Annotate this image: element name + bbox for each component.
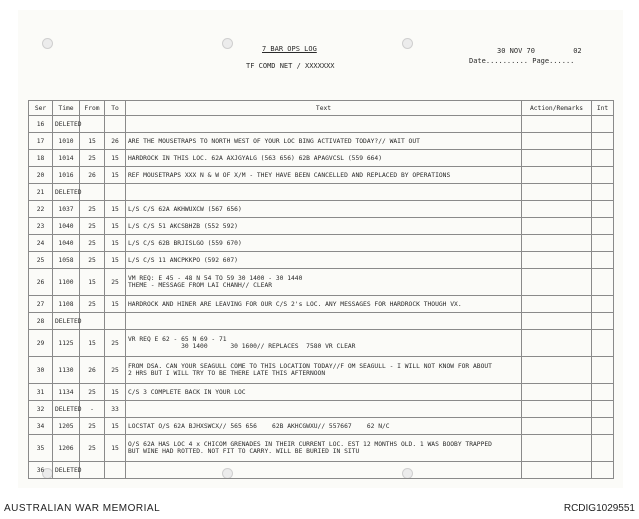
cell-int — [592, 150, 614, 167]
cell-int — [592, 252, 614, 269]
cell-from: 26 — [80, 167, 105, 184]
cell-time: 1100 — [53, 269, 80, 296]
table-row — [29, 313, 614, 330]
cell-int — [592, 384, 614, 401]
cell-int — [592, 218, 614, 235]
table-row — [29, 116, 614, 133]
table-row — [29, 167, 614, 184]
cell-text — [126, 401, 522, 418]
cell-text — [126, 150, 522, 167]
net-name: TF COMD NET / XXXXXXX — [246, 62, 335, 70]
cell-from — [80, 116, 105, 133]
text-line: L/S C/S 11 ANCPKKPO (592 607) — [128, 256, 238, 264]
cell-from — [80, 462, 105, 479]
page-value: 02 — [573, 47, 582, 55]
cell-time: 1134 — [53, 384, 80, 401]
table-row — [29, 462, 614, 479]
cell-to: 25 — [105, 269, 126, 296]
cell-action — [522, 462, 592, 479]
cell-text — [126, 357, 522, 384]
cell-ser: 32 — [29, 401, 53, 418]
cell-time: 1010 — [53, 133, 80, 150]
col-int-header: Int — [592, 101, 614, 116]
table-row — [29, 384, 614, 401]
cell-text — [126, 296, 522, 313]
cell-text — [126, 116, 522, 133]
cell-action — [522, 296, 592, 313]
cell-int — [592, 418, 614, 435]
cell-action — [522, 357, 592, 384]
table-row — [29, 201, 614, 218]
cell-from — [80, 184, 105, 201]
table-row — [29, 435, 614, 462]
cell-from: 25 — [80, 235, 105, 252]
cell-text — [126, 184, 522, 201]
date-label: Date.......... — [469, 57, 529, 65]
col-to-header: To — [105, 101, 126, 116]
cell-action — [522, 269, 592, 296]
cell-ser: 36 — [29, 462, 53, 479]
cell-text — [126, 218, 522, 235]
cell-from: 25 — [80, 150, 105, 167]
archive-reference: RCDIG1029551 — [563, 503, 635, 514]
punch-hole — [222, 38, 233, 49]
cell-int — [592, 201, 614, 218]
text-line: ARE THE MOUSETRAPS TO NORTH WEST OF YOUR LOC BING ACTIVATED TODAY?// WAIT OUT — [128, 137, 420, 145]
cell-time: DELETED — [53, 116, 80, 133]
archive-credit: AUSTRALIAN WAR MEMORIAL — [4, 503, 161, 514]
col-time-header: Time — [53, 101, 80, 116]
cell-int — [592, 269, 614, 296]
cell-action — [522, 435, 592, 462]
cell-to: 15 — [105, 218, 126, 235]
cell-to: 25 — [105, 330, 126, 357]
table-row — [29, 218, 614, 235]
cell-text — [126, 384, 522, 401]
cell-to: 15 — [105, 150, 126, 167]
cell-ser: 34 — [29, 418, 53, 435]
cell-from: 15 — [80, 133, 105, 150]
cell-text — [126, 313, 522, 330]
cell-from: 25 — [80, 435, 105, 462]
text-line: BUT WINE HAD ROTTED. NOT FIT TO CARRY. WILL BE BURIED IN SITU — [128, 448, 360, 455]
cell-int — [592, 133, 614, 150]
cell-ser: 31 — [29, 384, 53, 401]
cell-time: 1108 — [53, 296, 80, 313]
cell-int — [592, 330, 614, 357]
cell-int — [592, 296, 614, 313]
cell-time: 1037 — [53, 201, 80, 218]
cell-ser: 23 — [29, 218, 53, 235]
cell-ser: 16 — [29, 116, 53, 133]
text-line: L/S C/S 62A AKHWUXCW (567 656) — [128, 205, 242, 213]
text-line: VR REQ E 62 - 65 N 69 - 71 — [128, 336, 227, 343]
text-line: HARDROCK IN THIS LOC. 62A AXJGYALG (563 656) 62B APAGVCSL (559 664) — [128, 154, 383, 162]
cell-action — [522, 201, 592, 218]
cell-action — [522, 384, 592, 401]
cell-from: 25 — [80, 252, 105, 269]
text-line: 30 1400 30 1600// REPLACES 7580 VR CLEAR — [128, 343, 356, 350]
cell-from: 26 — [80, 357, 105, 384]
text-line: LOCSTAT O/S 62A BJHXSWCX// 565 656 62B AKHCGWXU// 557667 62 N/C — [128, 422, 390, 430]
cell-time: 1205 — [53, 418, 80, 435]
text-line: REF MOUSETRAPS XXX N & W OF X/M - THEY HAVE BEEN CANCELLED AND REPLACED BY OPERATIONS — [128, 171, 451, 179]
cell-time: 1125 — [53, 330, 80, 357]
cell-to: 15 — [105, 235, 126, 252]
cell-to: 15 — [105, 435, 126, 462]
cell-from: 25 — [80, 384, 105, 401]
cell-text — [126, 201, 522, 218]
cell-int — [592, 435, 614, 462]
cell-from: 15 — [80, 269, 105, 296]
cell-from: 25 — [80, 296, 105, 313]
cell-text — [126, 167, 522, 184]
text-line: L/S C/S 62B BRJISLGO (559 670) — [128, 239, 242, 247]
log-title: 7 BAR OPS LOG — [262, 45, 317, 53]
cell-text — [126, 235, 522, 252]
cell-ser: 21 — [29, 184, 53, 201]
table-row — [29, 133, 614, 150]
cell-to — [105, 462, 126, 479]
cell-to: 15 — [105, 201, 126, 218]
cell-action — [522, 167, 592, 184]
cell-int — [592, 167, 614, 184]
cell-action — [522, 218, 592, 235]
col-action-header: Action/Remarks — [522, 101, 592, 116]
cell-ser: 27 — [29, 296, 53, 313]
cell-action — [522, 116, 592, 133]
cell-time: DELETED — [53, 184, 80, 201]
cell-int — [592, 462, 614, 479]
cell-time: 1206 — [53, 435, 80, 462]
cell-to: 25 — [105, 357, 126, 384]
text-line: O/S 62A HAS LOC 4 x CHICOM GRENADES IN THEIR CURRENT LOC. EST 12 MONTHS OLD. 1 WAS BOOBY TRAPPED — [128, 441, 492, 448]
text-line: VM REQ: E 45 - 48 N 54 TO 59 30 1400 - 30 1440 — [128, 275, 303, 282]
cell-ser: 18 — [29, 150, 53, 167]
cell-to — [105, 184, 126, 201]
cell-from: 25 — [80, 418, 105, 435]
cell-text — [126, 418, 522, 435]
cell-to: 15 — [105, 252, 126, 269]
table-row — [29, 401, 614, 418]
punch-hole — [402, 38, 413, 49]
cell-action — [522, 401, 592, 418]
cell-action — [522, 313, 592, 330]
cell-time: 1014 — [53, 150, 80, 167]
date-value: 30 NOV 70 — [497, 47, 535, 55]
cell-from: 15 — [80, 330, 105, 357]
cell-ser: 30 — [29, 357, 53, 384]
cell-text — [126, 252, 522, 269]
table-row — [29, 235, 614, 252]
col-text-header: Text — [126, 101, 522, 116]
cell-time: 1040 — [53, 235, 80, 252]
cell-text — [126, 462, 522, 479]
cell-action — [522, 184, 592, 201]
date-page-block — [469, 46, 582, 66]
table-row — [29, 184, 614, 201]
cell-action — [522, 235, 592, 252]
cell-action — [522, 252, 592, 269]
col-ser-header: Ser — [29, 101, 53, 116]
log-body — [29, 116, 614, 479]
text-line: HARDROCK AND HINER ARE LEAVING FOR OUR C/S 2's LOC. ANY MESSAGES FOR HARDROCK THOUGH VX. — [128, 300, 462, 308]
table-row — [29, 252, 614, 269]
text-line: THEME - MESSAGE FROM LAI CHANH// CLEAR — [128, 282, 273, 289]
cell-int — [592, 184, 614, 201]
cell-int — [592, 313, 614, 330]
cell-to — [105, 313, 126, 330]
cell-int — [592, 235, 614, 252]
cell-ser: 26 — [29, 269, 53, 296]
text-line: FROM DSA. CAN YOUR SEAGULL COME TO THIS LOCATION TODAY//F OM SEAGULL - I WILL NOT KNOW FOR ABOUT — [128, 363, 492, 370]
cell-from: - — [80, 401, 105, 418]
cell-to: 15 — [105, 384, 126, 401]
cell-to: 15 — [105, 167, 126, 184]
cell-ser: 20 — [29, 167, 53, 184]
page-label: Page...... — [532, 57, 575, 65]
cell-text — [126, 435, 522, 462]
table-row — [29, 269, 614, 296]
table-row — [29, 357, 614, 384]
table-header-row — [29, 101, 614, 116]
cell-text — [126, 269, 522, 296]
cell-ser: 17 — [29, 133, 53, 150]
text-line: C/S 3 COMPLETE BACK IN YOUR LOC — [128, 388, 246, 396]
cell-action — [522, 150, 592, 167]
cell-time: 1040 — [53, 218, 80, 235]
cell-action — [522, 330, 592, 357]
cell-time: 1016 — [53, 167, 80, 184]
cell-from: 25 — [80, 218, 105, 235]
text-line: 2 HRS BUT I WILL TRY TO BE THERE LATE THIS AFTERNOON — [128, 370, 326, 377]
cell-to: 26 — [105, 133, 126, 150]
cell-time: DELETED — [53, 313, 80, 330]
cell-text — [126, 133, 522, 150]
cell-ser: 28 — [29, 313, 53, 330]
punch-hole — [42, 38, 53, 49]
cell-to: 15 — [105, 418, 126, 435]
cell-time: 1130 — [53, 357, 80, 384]
table-row — [29, 296, 614, 313]
cell-to: 15 — [105, 296, 126, 313]
table-row — [29, 150, 614, 167]
cell-int — [592, 401, 614, 418]
ops-log-table — [28, 100, 614, 479]
text-line: L/S C/S 51 AKCSBHZB (552 592) — [128, 222, 238, 230]
col-from-header: From — [80, 101, 105, 116]
cell-to — [105, 116, 126, 133]
cell-text — [126, 330, 522, 357]
cell-int — [592, 116, 614, 133]
cell-time: 1058 — [53, 252, 80, 269]
cell-to: 33 — [105, 401, 126, 418]
cell-ser: 25 — [29, 252, 53, 269]
cell-ser: 29 — [29, 330, 53, 357]
cell-ser: 35 — [29, 435, 53, 462]
cell-action — [522, 418, 592, 435]
cell-ser: 22 — [29, 201, 53, 218]
cell-from — [80, 313, 105, 330]
cell-time: DELETED — [53, 401, 80, 418]
cell-int — [592, 357, 614, 384]
table-row — [29, 418, 614, 435]
cell-action — [522, 133, 592, 150]
cell-from: 25 — [80, 201, 105, 218]
cell-time: DELETED — [53, 462, 80, 479]
cell-ser: 24 — [29, 235, 53, 252]
table-row — [29, 330, 614, 357]
